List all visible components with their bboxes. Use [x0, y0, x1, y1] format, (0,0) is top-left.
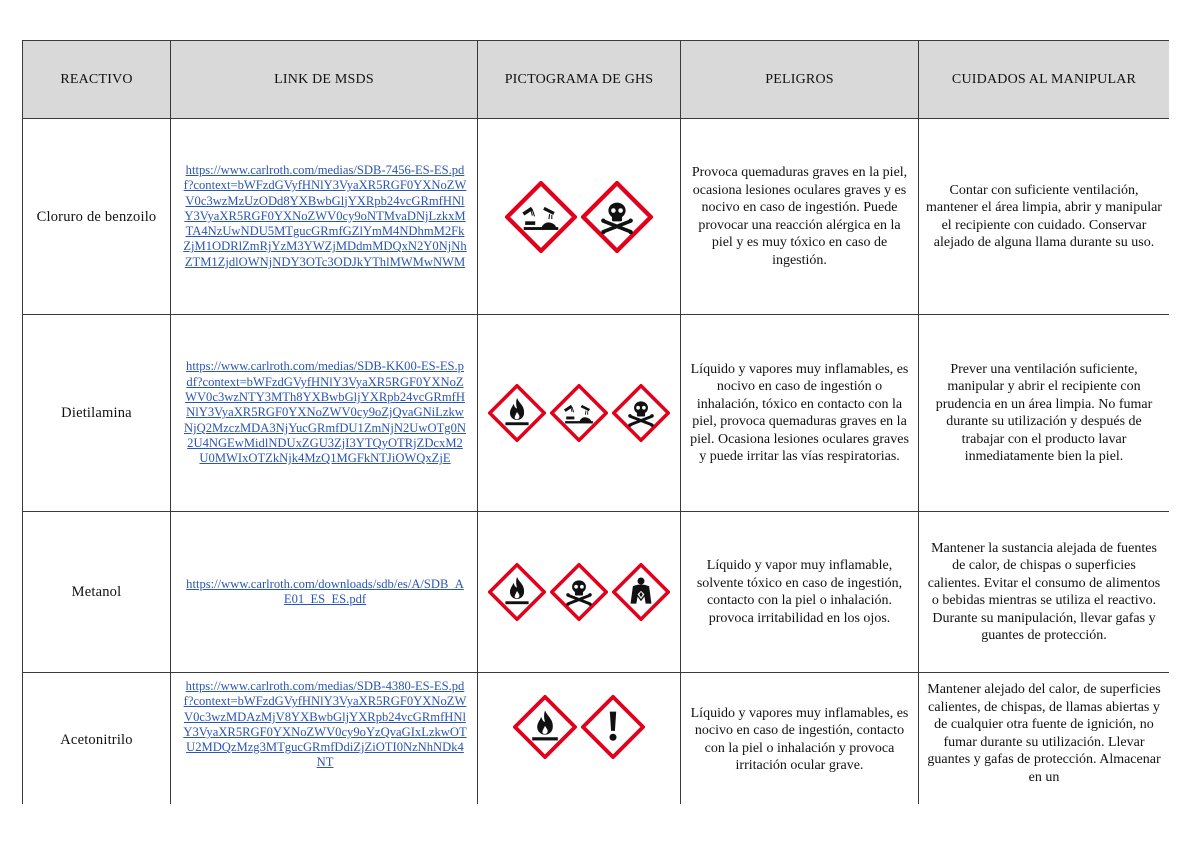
hazards-text: Líquido y vapores muy inflamables, es nocivo en caso de ingestión, contacto con la piel o inhalación y provoca irritación ocular grave.	[690, 705, 909, 773]
pictogram-cell	[478, 512, 681, 673]
skull-icon	[550, 563, 608, 621]
skull-icon	[612, 384, 670, 442]
flame-icon	[488, 563, 546, 621]
health-hazard-icon	[612, 563, 670, 621]
care-cell	[919, 119, 1170, 315]
msds-link[interactable]: https://www.carlroth.com/medias/SDB-4380-ES-ES.pdf?context=bWFzdGVyfHNlY3VyaXR5RGF0YXNoZWV0c3wzMDAzMjV8YXBwbGljYXRpb24vcGRmfHNlY3VyaXR5RGF0YXNoZWV0cy9oYzQvaGIxLzkwOTU2MDQzMzg3MTgucGRmfDdiZjZiOTI0NzNhNDk4NT	[183, 679, 467, 770]
hazards-text: Provoca quemaduras graves en la piel, ocasiona lesiones oculares graves y es nocivo en caso de ingestión. Puede provocar una reacción alérgica en la piel y es muy tóxico en caso de ingestión.	[691, 165, 908, 268]
msds-link[interactable]: https://www.carlroth.com/downloads/sdb/es/A/SDB_AE01_ES_ES.pdf	[186, 576, 464, 606]
care-text: Mantener alejado del calor, de superficies calientes, de chispas, de llamas abiertas y de cualquier otra fuente de ignición, no fumar durante su utilización. Llevar guantes y gafas de protección. Almacenar en un	[927, 682, 1161, 785]
hazards-cell	[681, 119, 919, 315]
reagent-name: Dietilamina	[61, 405, 132, 421]
reagent-name: Cloruro de benzoilo	[36, 208, 157, 225]
table-row	[23, 315, 1170, 512]
care-cell	[919, 673, 1170, 805]
table-row	[23, 673, 1170, 805]
link-cell	[171, 673, 478, 805]
exclamation-icon	[581, 695, 645, 759]
reagent-cell	[23, 315, 171, 512]
hazards-text: Líquido y vapores muy inflamables, es nocivo en caso de ingestión o inhalación, tóxico en contacto con la piel, provoca quemaduras graves en la piel. Ocasiona lesiones oculares graves y puede irritar las vías respiratorias.	[690, 361, 909, 464]
reagents-table	[22, 40, 1169, 804]
reagent-cell	[23, 119, 171, 315]
care-cell	[919, 315, 1170, 512]
reagent-name: Metanol	[71, 584, 122, 600]
care-text: Prever una ventilación suficiente, manipular y abrir el recipiente con prudencia en un área limpia. No fumar durante su utilización y después de trabajar con el producto lavar inmediatamente bien la piel.	[935, 361, 1153, 464]
table-header-row	[23, 41, 1170, 119]
msds-link[interactable]: https://www.carlroth.com/medias/SDB-7456-ES-ES.pdf?context=bWFzdGVyfHNlY3VyaXR5RGF0YXNoZWV0c3wzMzUzODd8YXBwbGljYXRpb24vcGRmfHNlY3VyaXR5RGF0YXNoZWV0cy9oNTMvaDNjLzkxMTA4NzUwNDU5MTgucGRmfGZlYmM4NDhmM2FkZjM1ODRlZmRjYzM3YWZjMDdmMDQxN2Y0NjNhZTM1ZjdlOWNjNDY3OTc3ODJkYThlMWMwNWM	[183, 162, 467, 269]
msds-sheet	[22, 40, 1169, 804]
hazards-text: Líquido y vapor muy inflamable, solvente tóxico en caso de ingestión, contacto con la piel o inhalación. provoca irritabilidad en los ojos.	[696, 558, 903, 626]
header-cuidados: CUIDADOS AL MANIPULAR	[919, 41, 1170, 119]
hazards-cell	[681, 315, 919, 512]
corrosion-icon	[550, 384, 608, 442]
reagent-name: Acetonitrilo	[60, 731, 133, 748]
pictogram-cell	[478, 673, 681, 805]
care-text: Contar con suficiente ventilación, mantener el área limpia, abrir y manipular el recipiente con cuidado. Conservar alejado de alguna llama durante su uso.	[926, 182, 1162, 250]
pictogram-cell	[478, 119, 681, 315]
table-row	[23, 512, 1170, 673]
care-cell	[919, 512, 1170, 673]
table-row	[23, 119, 1170, 315]
skull-icon	[581, 181, 653, 253]
header-peligros: PELIGROS	[681, 41, 919, 119]
flame-icon	[488, 384, 546, 442]
msds-link[interactable]: https://www.carlroth.com/medias/SDB-KK00-ES-ES.pdf?context=bWFzdGVyfHNlY3VyaXR5RGF0YXNoZWV0c3wzNTY3MTh8YXBwbGljYXRpb24vcGRmfHNlY3VyaXR5RGF0YXNoZWV0cy9oZjQvaGNiLzkwNjQ2MzczMDA3NjYucGRmfDU1ZmNjN2UwOTg0N2U4NGEwMidlNDUxZGU3ZjI3YTQyOTRjZDcxM2U0MWIxOTZkNjk4MzQ1MGFkNTJiOWQxZjE	[184, 359, 466, 466]
care-text: Mantener la sustancia alejada de fuentes de calor, de chispas o superficies calientes. Evitar el consumo de alimentos o bebidas mientras se utiliza el reactivo. Durante su manipulación, llevar gafas y guantes de protección.	[927, 540, 1161, 643]
link-cell	[171, 512, 478, 673]
header-reactivo: REACTIVO	[23, 41, 171, 119]
flame-icon	[513, 695, 577, 759]
header-pictograma-ghs: PICTOGRAMA DE GHS	[478, 41, 681, 119]
hazards-cell	[681, 512, 919, 673]
header-link-msds: LINK DE MSDS	[171, 41, 478, 119]
reagent-cell	[23, 673, 171, 805]
corrosion-icon	[505, 181, 577, 253]
pictogram-cell	[478, 315, 681, 512]
hazards-cell	[681, 673, 919, 805]
link-cell	[171, 315, 478, 512]
link-cell	[171, 119, 478, 315]
reagent-cell	[23, 512, 171, 673]
